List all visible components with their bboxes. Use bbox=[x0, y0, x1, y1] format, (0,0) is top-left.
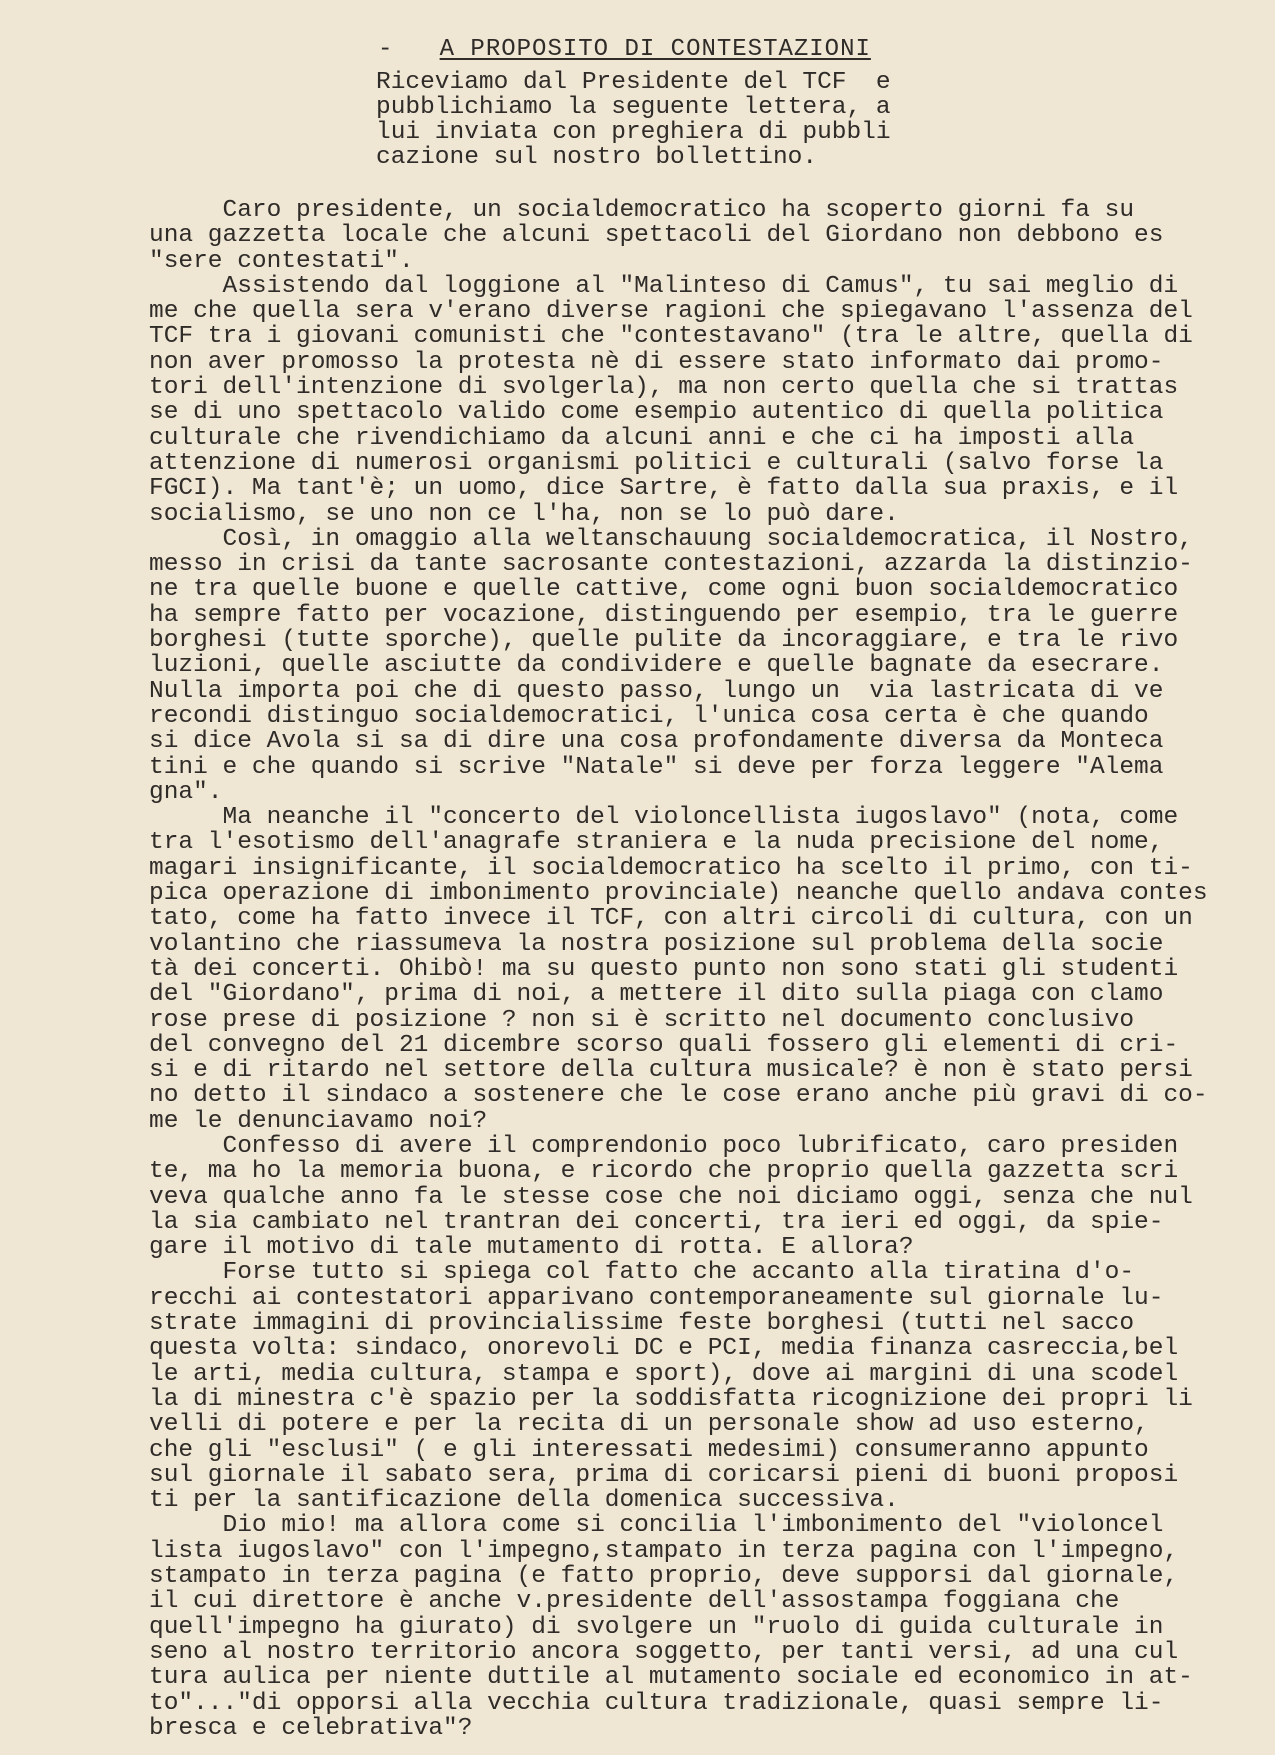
body-line: Confesso di avere il comprendonio poco lubrificato, caro presiden bbox=[149, 1132, 1179, 1160]
body-line: del "Giordano", prima di noi, a mettere il dito sulla piaga con clamo bbox=[149, 981, 1164, 1009]
body-line: ha sempre fatto per vocazione, distinguendo per esempio, tra le guerre bbox=[149, 601, 1179, 629]
body-line: una gazzetta locale che alcuni spettacoli del Giordano non debbono es bbox=[149, 222, 1164, 250]
body-line: sul giornale il sabato sera, prima di coricarsi pieni di buoni proposi bbox=[149, 1461, 1179, 1489]
body-line: Ma neanche il "concerto del violoncellista iugoslavo" (nota, come bbox=[149, 804, 1179, 832]
body-line: Nulla importa poi che di questo passo, lungo un via lastricata di ve bbox=[149, 677, 1164, 705]
body-line: che gli "esclusi" ( e gli interessati medesimi) consumeranno appunto bbox=[149, 1436, 1149, 1464]
body-line: "sere contestati". bbox=[149, 247, 414, 275]
body-line: quell'impegno ha giurato) di svolgere un "ruolo di guida culturale in bbox=[149, 1613, 1164, 1641]
body-line: attenzione di numerosi organismi politici e culturali (salvo forse la bbox=[149, 449, 1164, 477]
body-line: me le denunciavamo noi? bbox=[149, 1107, 488, 1135]
body-line: culturale che rivendichiamo da alcuni anni e che ci ha imposti alla bbox=[149, 424, 1135, 452]
page-heading bbox=[378, 36, 871, 63]
body-line: recondi distinguo socialdemocratici, l'unica cosa certa è che quando bbox=[149, 702, 1149, 730]
body-line: tra l'esotismo dell'anagrafe straniera e la nuda precisione del nome, bbox=[149, 829, 1164, 857]
body-line: seno al nostro territorio ancora soggetto, per tanti versi, ad una cul bbox=[149, 1638, 1179, 1666]
body-line: tori dell'intenzione di svolgerla), ma non certo quella che si trattas bbox=[149, 374, 1179, 402]
body-line: lista iugoslavo" con l'impegno,stampato in terza pagina con l'impegno, bbox=[149, 1537, 1179, 1565]
body-line: Così, in omaggio alla weltanschauung socialdemocratica, il Nostro, bbox=[149, 525, 1193, 553]
body-line: magari insignificante, il socialdemocratico ha scelto il primo, con ti- bbox=[149, 854, 1193, 882]
body-line: questa volta: sindaco, onorevoli DC e PCI, media finanza casreccia,bel bbox=[149, 1335, 1179, 1363]
body-line: FGCI). Ma tant'è; un uomo, dice Sartre, è fatto dalla sua praxis, e il bbox=[149, 475, 1179, 503]
body-line: socialismo, se uno non ce l'ha, non se lo può dare. bbox=[149, 500, 899, 528]
intro-line: pubblichiamo la seguente lettera, a bbox=[376, 94, 891, 121]
body-line: te, ma ho la memoria buona, e ricordo che proprio quella gazzetta scri bbox=[149, 1158, 1179, 1186]
body-line: bresca e celebrativa"? bbox=[149, 1714, 473, 1742]
heading-title: A PROPOSITO DI CONTESTAZIONI bbox=[439, 36, 871, 63]
body-line: non aver promosso la protesta nè di essere stato informato dai promo- bbox=[149, 348, 1164, 376]
body-line: Caro presidente, un socialdemocratico ha scoperto giorni fa su bbox=[149, 197, 1135, 224]
body-line: il cui direttore è anche v.presidente dell'assostampa foggiana che bbox=[149, 1588, 1120, 1616]
body-line: me che quella sera v'erano diverse ragioni che spiegavano l'assenza del bbox=[149, 298, 1193, 326]
body-line: Forse tutto si spiega col fatto che accanto alla tiratina d'o- bbox=[149, 1259, 1135, 1287]
intro-line: cazione sul nostro bollettino. bbox=[376, 144, 818, 171]
body-line: messo in crisi da tante sacrosante contestazioni, azzarda la distinzio- bbox=[149, 551, 1193, 579]
body-line: tini e che quando si scrive "Natale" si deve per forza leggere "Alema bbox=[149, 753, 1164, 781]
body-line: del convegno del 21 dicembre scorso quali fossero gli elementi di cri- bbox=[149, 1031, 1179, 1059]
intro-line: Riceviamo dal Presidente del TCF e bbox=[376, 69, 891, 96]
body-line: borghesi (tutte sporche), quelle pulite da incoraggiare, e tra le rivo bbox=[149, 627, 1179, 655]
body-line: Assistendo dal loggione al "Malinteso di Camus", tu sai meglio di bbox=[149, 272, 1179, 300]
body-line: si dice Avola si sa di dire una cosa profondamente diversa da Monteca bbox=[149, 728, 1164, 756]
body-line: velli di potere e per la recita di un personale show ad uso esterno, bbox=[149, 1411, 1149, 1439]
body-line: stampato in terza pagina (e fatto proprio, deve supporsi dal giornale, bbox=[149, 1563, 1179, 1591]
body-line: to"..."di opporsi alla vecchia cultura tradizionale, quasi sempre li- bbox=[149, 1689, 1164, 1717]
body-line: recchi ai contestatori apparivano contemporaneamente sul giornale lu- bbox=[149, 1284, 1164, 1312]
body-line: gna". bbox=[149, 778, 223, 806]
body-line: luzioni, quelle asciutte da condividere e quelle bagnate da esecrare. bbox=[149, 652, 1164, 680]
editorial-intro bbox=[376, 70, 891, 170]
body-line: strate immagini di provincialissime feste borghesi (tutti nel sacco bbox=[149, 1310, 1135, 1338]
body-line: se di uno spettacolo valido come esempio autentico di quella politica bbox=[149, 399, 1164, 427]
body-line: la sia cambiato nel trantran dei concerti, tra ieri ed oggi, da spie- bbox=[149, 1208, 1164, 1236]
body-line: la di minestra c'è spazio per la soddisfatta ricognizione dei propri li bbox=[149, 1385, 1193, 1413]
body-line: le arti, media cultura, stampa e sport), dove ai margini di una scodel bbox=[149, 1360, 1179, 1388]
body-line: veva qualche anno fa le stesse cose che noi diciamo oggi, senza che nul bbox=[149, 1183, 1193, 1211]
body-line: tato, come ha fatto invece il TCF, con altri circoli di cultura, con un bbox=[149, 905, 1193, 933]
intro-line: lui inviata con preghiera di pubbli bbox=[376, 119, 891, 146]
body-line: TCF tra i giovani comunisti che "contestavano" (tra le altre, quella di bbox=[149, 323, 1193, 351]
body-line: pica operazione di imbonimento provinciale) neanche quello andava contes bbox=[149, 880, 1208, 908]
body-line: tà dei concerti. Ohibò! ma su questo punto non sono stati gli studenti bbox=[149, 955, 1179, 983]
body-line: si e di ritardo nel settore della cultura musicale? è non è stato persi bbox=[149, 1057, 1193, 1085]
heading-dash: - bbox=[378, 36, 394, 63]
body-line: Dio mio! ma allora come si concilia l'imbonimento del "violoncel bbox=[149, 1512, 1164, 1540]
body-line: ne tra quelle buone e quelle cattive, come ogni buon socialdemocratico bbox=[149, 576, 1179, 604]
body-line: no detto il sindaco a sostenere che le cose erano anche più gravi di co- bbox=[149, 1082, 1208, 1110]
body-line: volantino che riassumeva la nostra posizione sul problema della socie bbox=[149, 930, 1164, 958]
body-line: rose prese di posizione ? non si è scritto nel documento conclusivo bbox=[149, 1006, 1135, 1034]
body-line: ti per la santificazione della domenica successiva. bbox=[149, 1487, 899, 1515]
body-line: gare il motivo di tale mutamento di rotta. E allora? bbox=[149, 1234, 914, 1262]
body-line: tura aulica per niente duttile al mutamento sociale ed economico in at- bbox=[149, 1664, 1193, 1692]
letter-body bbox=[149, 198, 1208, 1741]
